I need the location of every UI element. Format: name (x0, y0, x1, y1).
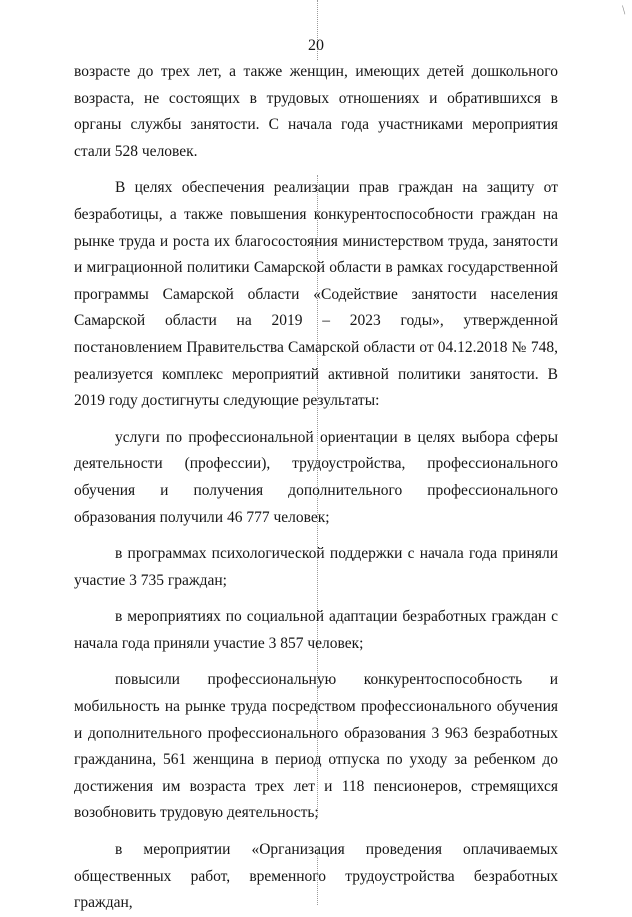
paragraph-psychological-support: в программах психологической поддержки с начала года приняли участие 3 735 граждан; (74, 545, 558, 589)
paragraph-program-intro: В целях обеспечения реализации прав граждан на защиту от безработицы, а также повышения конкурентоспособности граждан на рынке труда и роста их благосостояния министерством труда, занятости и миграционной политики Самарской области в рамках государственной программы Самарской области «Содействие занятости населения Самарской области на 2019 – 2023 годы», утвержденной постановлением Правительства Самарской области от 04.12.2018 № 748, реализуется комплекс мероприятий активной политики занятости. В 2019 году достигнуты следующие результаты: (74, 179, 558, 410)
paragraph-career-guidance: услуги по профессиональной ориентации в целях выбора сферы деятельности (профессии), трудоустройства, профессионального обучения и получения дополнительного профессионального образования получили 46 777 человек; (74, 428, 558, 526)
paragraph-continuation: возрасте до трех лет, а также женщин, имеющих детей дошкольного возраста, не состоящих в трудовых отношениях и обратившихся в органы службы занятости. С начала года участниками мероприятия стали 528 человек. (74, 63, 558, 160)
paragraph-public-works: в мероприятии «Организация проведения оплачиваемых общественных работ, временного трудоустройства безработных граждан, (74, 841, 558, 912)
scan-corner-mark: / (618, 2, 630, 17)
paragraph-professional-training: повысили профессиональную конкурентоспособность и мобильность на рынке труда посредством профессионального обучения и дополнительного профессионального образования 3 963 безработных гражданина, 561 женщина в период отпуска по уходу за ребенком до достижения им возраста трех лет и 118 пенсионеров, стремящихся возобновить трудовую деятельность; (74, 671, 558, 822)
page-number: 20 (308, 37, 324, 54)
paragraph-social-adaptation: в мероприятиях по социальной адаптации безработных граждан с начала года приняли участие 3 857 человек; (74, 608, 558, 652)
document-body (74, 59, 558, 917)
